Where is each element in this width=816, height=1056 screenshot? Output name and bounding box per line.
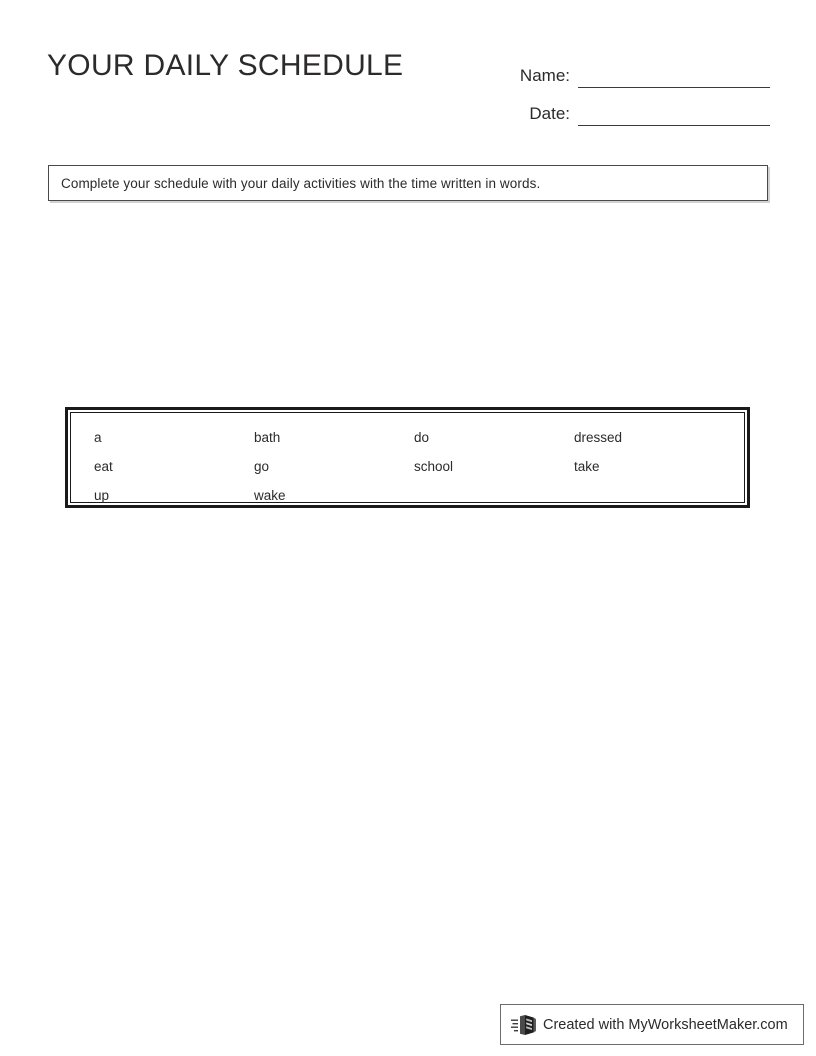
myworksheetmaker-logo-icon [511, 1013, 537, 1037]
instruction-box [48, 165, 768, 201]
word-bank-box [65, 407, 750, 508]
date-input-line[interactable] [578, 105, 770, 126]
footer-badge[interactable] [500, 1004, 804, 1045]
name-input-line[interactable] [578, 67, 770, 88]
date-label: Date: [529, 104, 570, 123]
name-row [470, 50, 770, 88]
page-title: YOUR DAILY SCHEDULE [47, 49, 404, 82]
word-bank-word: go [254, 459, 270, 474]
word-bank-word: take [574, 459, 600, 474]
word-bank-grid [94, 423, 738, 503]
footer-text: Created with MyWorksheetMaker.com [543, 1016, 788, 1033]
word-bank-word: dressed [574, 430, 623, 445]
word-bank-word: wake [254, 488, 286, 503]
instruction-text: Complete your schedule with your daily activities with the time written in words. [61, 175, 541, 191]
word-bank-word: school [414, 459, 454, 474]
word-bank-word: eat [94, 459, 113, 474]
word-bank-inner-border [70, 412, 745, 503]
word-bank-row [94, 423, 738, 452]
name-label: Name: [519, 66, 570, 85]
word-bank-row [94, 481, 738, 510]
name-date-block [470, 50, 770, 126]
date-row [470, 88, 770, 126]
word-bank-word: bath [254, 430, 281, 445]
word-bank-word: a [94, 430, 102, 445]
word-bank-row [94, 452, 738, 481]
word-bank-word: up [94, 488, 110, 503]
word-bank-word: do [414, 430, 430, 445]
